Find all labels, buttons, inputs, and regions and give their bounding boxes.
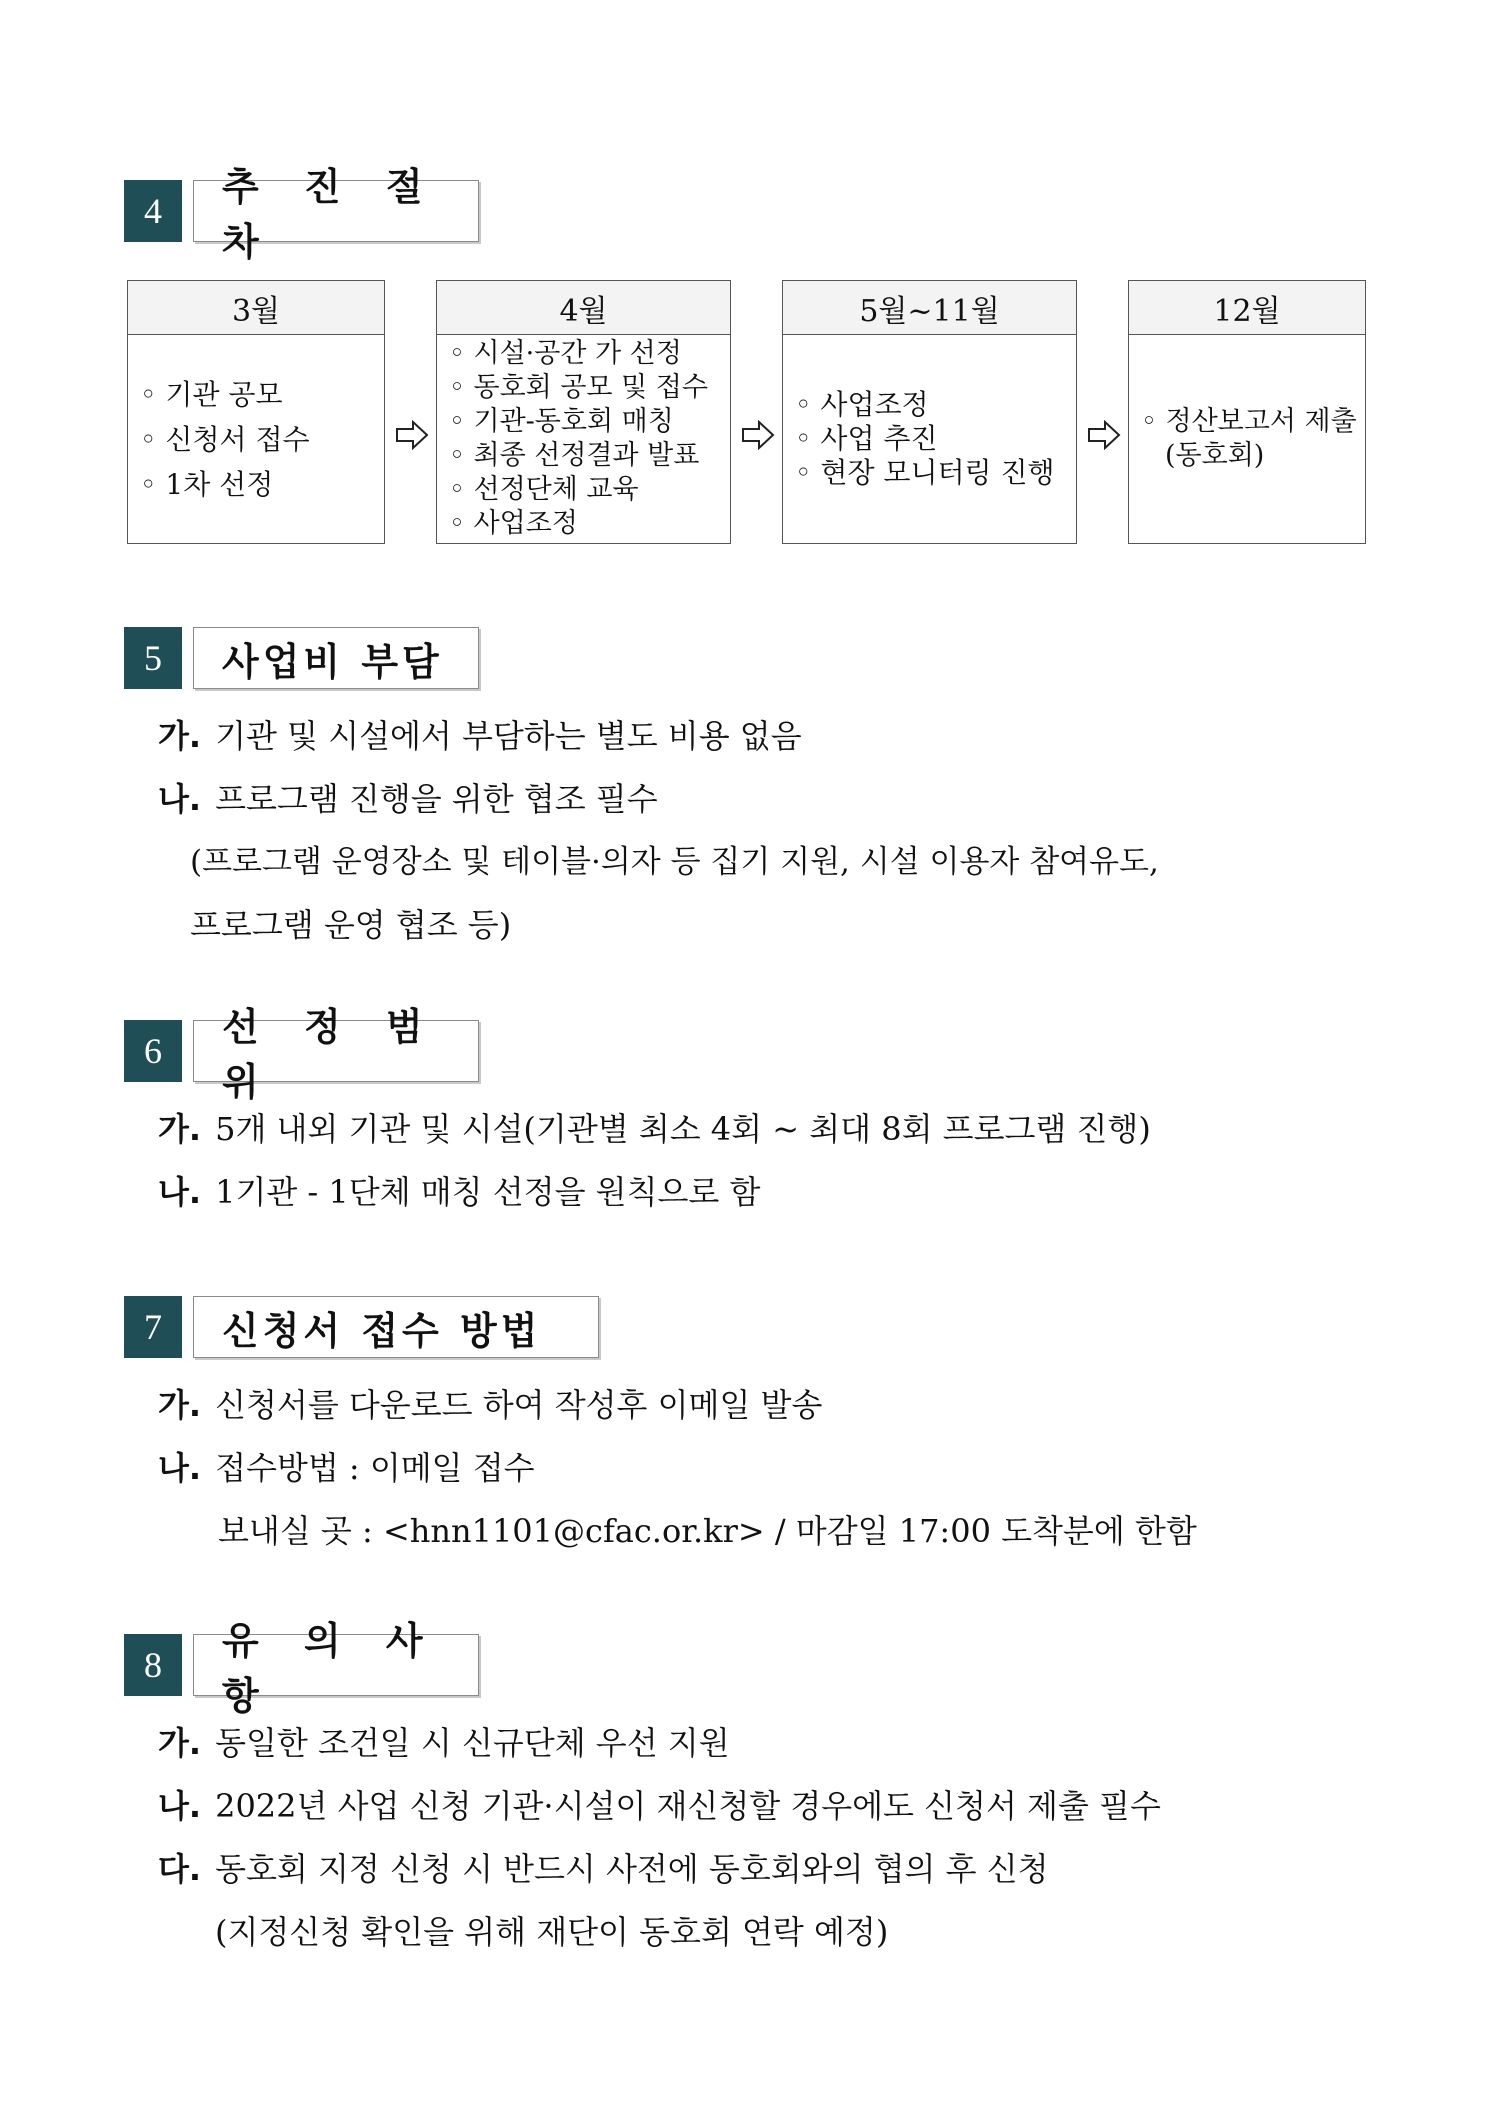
list-text: 프로그램 진행을 위한 협조 필수 (215, 780, 658, 818)
flow-step-item: ◦ 현장 모니터링 진행 (795, 456, 1055, 489)
right-arrow-icon (1087, 420, 1121, 450)
section-number: 6 (124, 1020, 182, 1082)
section-title: 추 진 절 차 (193, 180, 479, 242)
flow-step-item: ◦ 선정단체 교육 (449, 474, 639, 505)
section-number: 7 (124, 1296, 182, 1358)
flow-step-item: ◦ 1차 선정 (140, 467, 274, 501)
section-7-header (124, 1296, 599, 1358)
list-text: 동일한 조건일 시 신규단체 우선 지원 (215, 1724, 730, 1762)
list-item (158, 716, 802, 756)
list-note: (프로그램 운영장소 및 테이블·의자 등 집기 지원, 시설 이용자 참여유도, (190, 844, 1159, 880)
section-number: 8 (124, 1634, 182, 1696)
list-marker: 나. (158, 1173, 202, 1211)
list-item (158, 1385, 822, 1425)
section-title: 유 의 사 항 (193, 1634, 479, 1696)
list-item (158, 1786, 1161, 1826)
flow-step-may-november (782, 280, 1077, 544)
flow-step-head: 4월 (437, 281, 730, 335)
list-text: 2022년 사업 신청 기관·시설이 재신청할 경우에도 신청서 제출 필수 (215, 1787, 1161, 1825)
flow-step-item: ◦ 사업조정 (449, 508, 578, 539)
flow-step-item: ◦ 최종 선정결과 발표 (449, 440, 700, 471)
list-item (158, 1448, 535, 1488)
section-title: 선 정 범 위 (193, 1020, 479, 1082)
contact-line: 보내실 곳 : <hnn1101@cfac.or.kr> / 마감일 17:00 도착분에 한함 (218, 1512, 1197, 1550)
list-text: 접수방법 : 이메일 접수 (215, 1449, 535, 1487)
list-note: (지정신청 확인을 위해 재단이 동호회 연락 예정) (215, 1913, 889, 1951)
list-note: 프로그램 운영 협조 등) (190, 906, 512, 944)
flow-step-item: ◦ 시설·공간 가 선정 (449, 338, 682, 369)
list-marker: 가. (158, 1386, 202, 1424)
flow-step-item: ◦ 기관 공모 (140, 377, 283, 411)
right-arrow-icon (395, 420, 429, 450)
list-marker: 나. (158, 1449, 202, 1487)
list-item (158, 1849, 1049, 1889)
list-marker: 나. (158, 780, 202, 818)
list-item (158, 1172, 760, 1212)
flow-step-body (437, 335, 730, 543)
flow-step-item: ◦ 사업조정 (795, 388, 929, 421)
flow-step-head: 3월 (128, 281, 384, 335)
flow-step-item: ◦ 사업 추진 (795, 422, 938, 455)
flow-step-body (128, 335, 384, 543)
section-8-header (124, 1619, 479, 1718)
list-marker: 다. (158, 1850, 202, 1888)
list-text: 5개 내외 기관 및 시설(기관별 최소 4회 ~ 최대 8회 프로그램 진행) (215, 1110, 1151, 1148)
flow-step-item: ◦ 동호회 공모 및 접수 (449, 372, 708, 403)
flow-step-december (1128, 280, 1366, 544)
list-marker: 가. (158, 1724, 202, 1762)
section-6-header (124, 1005, 479, 1104)
section-5-header (124, 627, 479, 689)
list-item (158, 1723, 730, 1763)
flow-step-item: ◦ 신청서 접수 (140, 422, 310, 456)
list-item (158, 1109, 1151, 1149)
flow-step-april (436, 280, 731, 544)
flow-step-body (1129, 335, 1365, 543)
list-text: 1기관 - 1단체 매칭 선정을 원칙으로 함 (215, 1173, 761, 1211)
flow-step-body (783, 335, 1076, 543)
section-number: 4 (124, 180, 182, 242)
list-item (158, 779, 658, 819)
flow-step-head: 5월~11월 (783, 281, 1076, 335)
list-text: 동호회 지정 신청 시 반드시 사전에 동호회와의 협의 후 신청 (215, 1850, 1049, 1888)
flow-step-head: 12월 (1129, 281, 1365, 335)
flow-step-march (127, 280, 385, 544)
section-title: 신청서 접수 방법 (193, 1296, 599, 1358)
section-title: 사업비 부담 (193, 627, 479, 689)
section-number: 5 (124, 627, 182, 689)
section-4-header (124, 165, 479, 264)
list-marker: 가. (158, 1110, 202, 1148)
right-arrow-icon (741, 420, 775, 450)
flow-step-item: (동호회) (1165, 440, 1265, 471)
list-marker: 가. (158, 717, 202, 755)
list-text: 신청서를 다운로드 하여 작성후 이메일 발송 (215, 1386, 823, 1424)
list-marker: 나. (158, 1787, 202, 1825)
list-text: 기관 및 시설에서 부담하는 별도 비용 없음 (215, 717, 802, 755)
flow-step-item: ◦ 정산보고서 제출 (1141, 406, 1357, 437)
flow-step-item: ◦ 기관-동호회 매칭 (449, 406, 674, 437)
